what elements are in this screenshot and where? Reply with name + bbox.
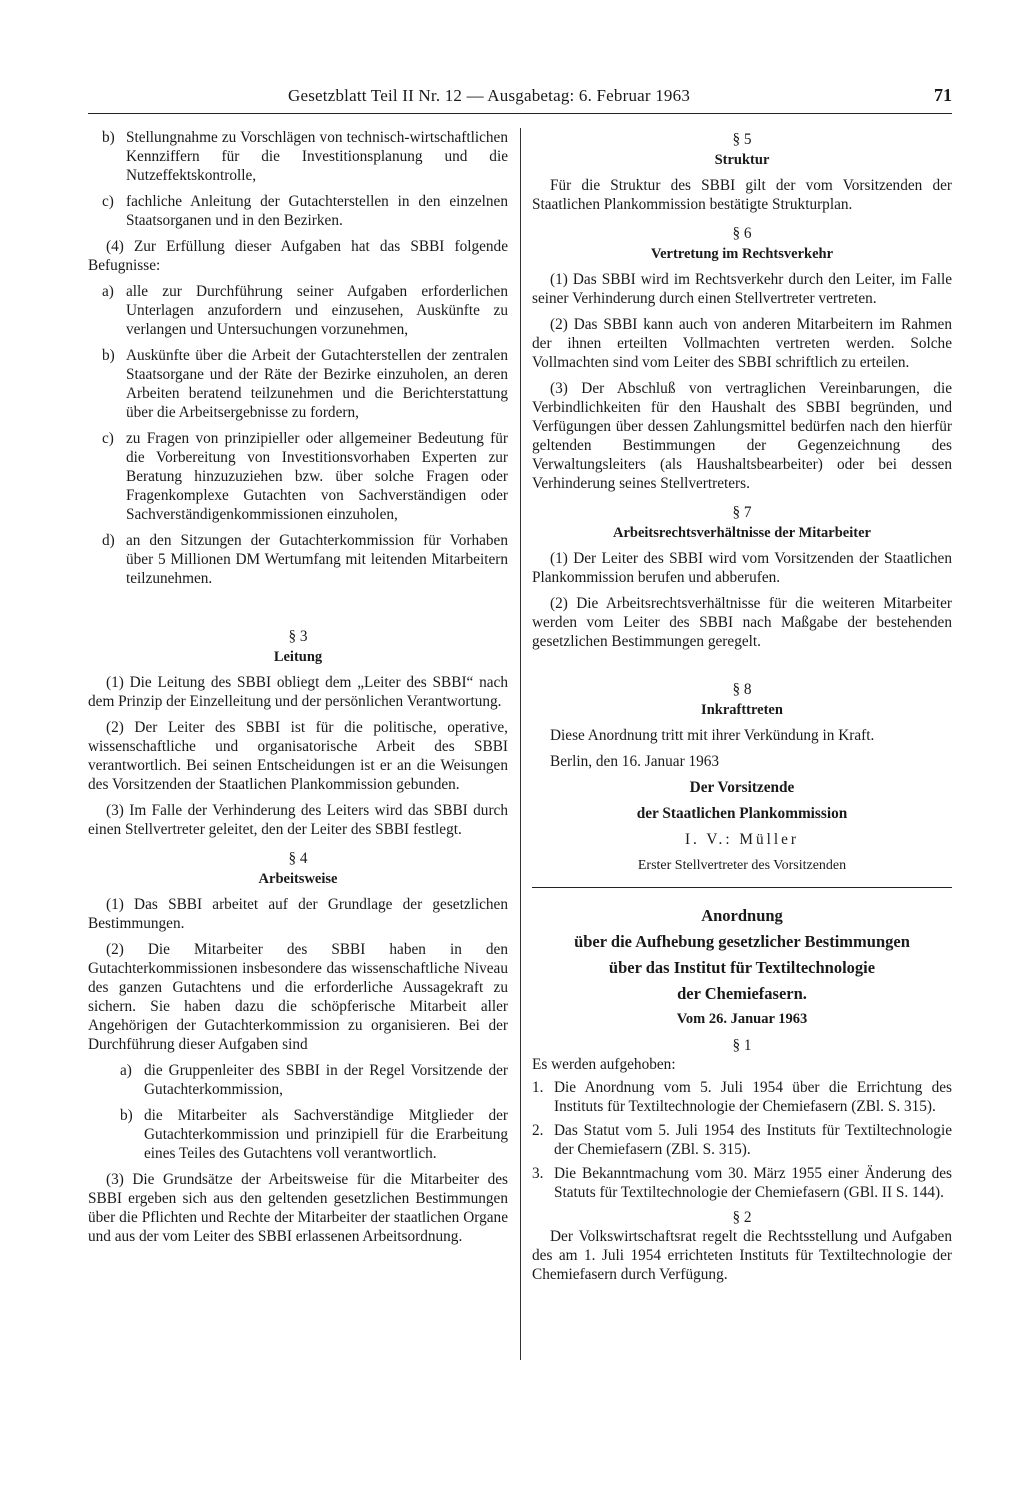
signature-block [532,778,952,875]
section-number: § 6 [732,225,752,242]
signature-line: Erster Stellvertreter des Vorsitzenden [637,858,847,873]
list-item: d) an den Sitzungen der Gutachterkommission für Vorhaben über 5 Millionen DM Wertumfang mit leitenden Mitarbeitern teilzunehmen. [102,532,508,587]
section-title: Leitung [273,649,323,665]
place-date: Berlin, den 16. Januar 1963 [550,753,720,770]
header-rule [88,113,952,114]
section-number: § 5 [732,131,752,148]
header-title: Gesetzblatt Teil II Nr. 12 — Ausgabetag: 6. Februar 1963 [288,86,691,105]
section-number: § 3 [288,628,308,645]
list-item: c) fachliche Anleitung der Gutachterstellen in den einzelnen Staatsorganen und in den Bezirken. [102,193,508,229]
list-item: 2. Das Statut vom 5. Juli 1954 des Instituts für Textiltechnologie der Chemiefasern (ZBl. S. 315). [532,1122,952,1158]
signature-line: Der Vorsitzende [689,779,795,796]
section-number: § 1 [732,1037,752,1054]
section-title: Inkrafttreten [701,702,783,718]
section-title: Struktur [714,152,770,168]
section-number: § 2 [732,1209,752,1226]
section-title: Arbeitsrechtsverhältnisse der Mitarbeiter [613,525,871,541]
right-column [532,128,952,1291]
paragraph: Für die Struktur des SBBI gilt der vom Vorsitzenden der Staatlichen Plankommission bestätigte Strukturplan. [532,177,952,213]
column-divider [520,128,521,1360]
list-item: a) alle zur Durchführung seiner Aufgaben erforderlichen Unterlagen anzufordern und einzusehen, Auskünfte zu verlangen und Untersuchungen vorzunehmen, [102,283,508,338]
new-document [532,906,952,1284]
list-item: a) die Gruppenleiter des SBBI in der Regel Vorsitzende der Gutachterkommission, [120,1062,508,1098]
section-title: Arbeitsweise [258,871,338,887]
section-number: § 4 [288,850,308,867]
section-divider [532,887,952,888]
paragraph: Diese Anordnung tritt mit ihrer Verkündung in Kraft. [550,727,875,744]
paragraph: (2) Das SBBI kann auch von anderen Mitarbeitern im Rahmen der ihnen erteilten Vollmachten vertreten werden. Solche Vollmachten sind vom Leiter des SBBI schriftlich zu erteilen. [532,316,952,371]
document-title-line: Anordnung [701,906,783,925]
page-number: 71 [934,85,952,105]
paragraph: (3) Die Grundsätze der Arbeitsweise für die Mitarbeiter des SBBI ergeben sich aus den geltenden gesetzlichen Bestimmungen über die Pflichten und Rechte der Mitarbeiter der staatlichen Organe und aus der vom Leiter des SBBI erlassenen Arbeitsordnung. [88,1171,508,1245]
signature-name: I. V.: Müller [684,831,800,848]
page-header [88,86,952,120]
paragraph: (4) Zur Erfüllung dieser Aufgaben hat das SBBI folgende Befugnisse: [88,238,508,274]
paragraph: (3) Der Abschluß von vertraglichen Vereinbarungen, die Verbindlichkeiten für den Haushalt des SBBI begründen, und Verfügungen über dessen Zahlungsmittel bedürfen nach den hierfür geltenden Bestimmungen der Gegenzeichnung des Verwaltungsleiters (als Haushaltsbearbeiter) oder bei dessen Verhinderung seines Stellvertreters. [532,380,952,492]
list-item: c) zu Fragen von prinzipieller oder allgemeiner Bedeutung für die Vorbereitung von Investitionsvorhaben Experten zur Beratung hinzuzuziehen bzw. über solche Fragen oder Fragenkomplexe Gutachten von Sachverständigen oder Sachverständigenkommissionen einzuholen, [102,430,508,523]
paragraph: (2) Der Leiter des SBBI ist für die politische, operative, wissenschaftliche und organisatorische Arbeit des SBBI verantwortlich. Bei seinen Entscheidungen ist er an die Weisungen des Vorsitzenden der Staatlichen Plankommission gebunden. [88,719,508,793]
paragraph: Der Volkswirtschaftsrat regelt die Rechtsstellung und Aufgaben des am 1. Juli 1954 errichteten Instituts für Textiltechnologie der Chemiefasern durch Verfügung. [532,1228,952,1283]
paragraph: (1) Das SBBI wird im Rechtsverkehr durch den Leiter, im Falle seiner Verhinderung durch einen Stellvertreter vertreten. [532,271,952,307]
list-item: b) die Mitarbeiter als Sachverständige Mitglieder der Gutachterkommission und prinzipiell für die Erarbeitung eines Teiles des Gutachtens voll verantwortlich. [120,1107,508,1162]
list-item: 3. Die Bekanntmachung vom 30. März 1955 einer Änderung des Statuts für Textiltechnologie der Chemiefasern (GBl. II S. 144). [532,1165,952,1201]
document-date: Vom 26. Januar 1963 [676,1011,808,1027]
list-item: 1. Die Anordnung vom 5. Juli 1954 über die Errichtung des Instituts für Textiltechnologie der Chemiefasern (ZBl. S. 315). [532,1079,952,1115]
paragraph: (1) Die Leitung des SBBI obliegt dem „Leiter des SBBI“ nach dem Prinzip der Einzelleitung und der persönlichen Verantwortung. [88,674,508,710]
signature-line: der Staatlichen Plankommission [636,805,848,822]
list-item: b) Stellungnahme zu Vorschlägen von technisch-wirtschaftlichen Kennziffern für die Investitionsplanung und die Nutzeffektskontrolle, [102,129,508,184]
section-title: Vertretung im Rechtsverkehr [650,246,833,262]
section-number: § 7 [732,504,752,521]
paragraph: (3) Im Falle der Verhinderung des Leiters wird das SBBI durch einen Stellvertreter geleitet, den der Leiter des SBBI festlegt. [88,802,508,838]
list-item: b) Auskünfte über die Arbeit der Gutachterstellen der zentralen Staatsorgane und der Räte der Bezirke einzuholen, an deren Arbeiten beratend teilzunehmen und die Berichterstattung über die Arbeitsergebnisse zu fordern, [102,347,508,421]
paragraph: (1) Das SBBI arbeitet auf der Grundlage der gesetzlichen Bestimmungen. [88,896,508,932]
section-number: § 8 [732,681,752,698]
paragraph: (2) Die Mitarbeiter des SBBI haben in den Gutachterkommissionen insbesondere das wissenschaftliche Niveau des ganzen Gutachtens und die erforderliche Aussagekraft zu sichern. Sie haben dazu die schöpferische Mitarbeit aller Angehörigen der Gutachterkommission zu organisieren. Bei der Durchführung dieser Aufgaben sind [88,941,508,1053]
document-title-line: über die Aufhebung gesetzlicher Bestimmungen [574,932,910,951]
paragraph: (2) Die Arbeitsrechtsverhältnisse für die weiteren Mitarbeiter werden vom Leiter des SBBI nach Maßgabe der bestehenden gesetzlichen Bestimmungen geregelt. [532,595,952,650]
paragraph: (1) Der Leiter des SBBI wird vom Vorsitzenden der Staatlichen Plankommission berufen und abberufen. [532,550,952,586]
document-title-line: über das Institut für Textiltechnologie [608,958,876,977]
paragraph: Es werden aufgehoben: [532,1056,676,1073]
left-column [88,128,508,1253]
document-title-line: der Chemiefasern. [677,984,807,1003]
